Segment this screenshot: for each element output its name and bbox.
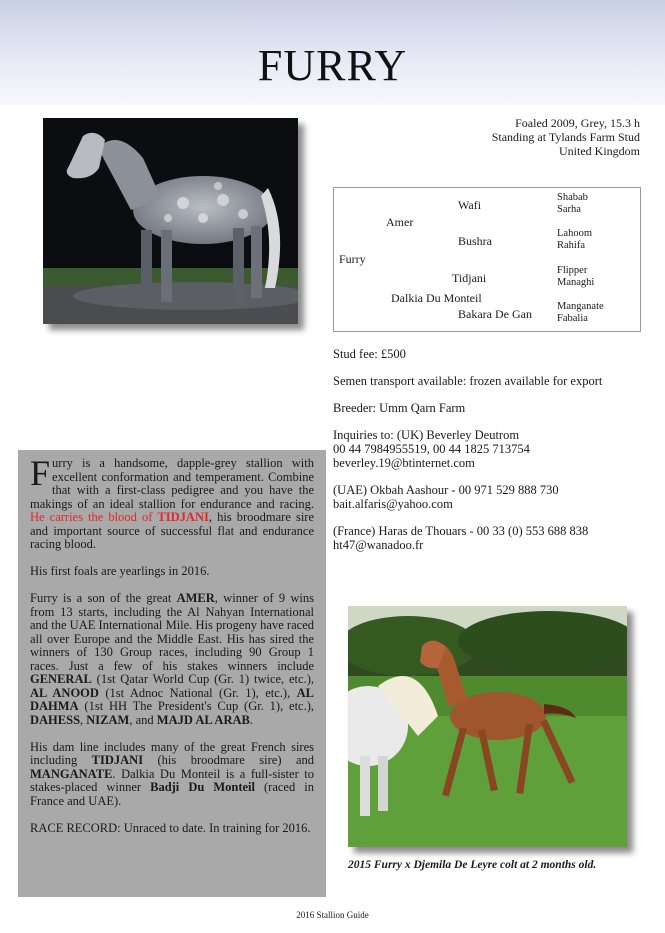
france-email[interactable]: ht47@wanadoo.fr [333, 538, 424, 552]
pedigree-ggp: Flipper [557, 265, 588, 276]
pedigree-sire-dam: Bushra [458, 234, 492, 248]
page-title: FURRY [257, 41, 408, 90]
breeder: Breeder: Umm Qarn Farm [333, 401, 466, 415]
uk-contact: Inquiries to: (UK) Beverley Deutrom 00 44 7984955519, 00 44 1825 713754 beverley.19@btinternet.com [333, 428, 530, 470]
france-contact: (France) Haras de Thouars - 00 33 (0) 553 688 838 ht47@wanadoo.fr [333, 524, 589, 552]
uk-email[interactable]: beverley.19@btinternet.com [333, 456, 475, 470]
contact-column [333, 347, 633, 565]
pedigree-dam: Dalkia Du Monteil [391, 291, 482, 305]
page-footer: 2016 Stallion Guide [296, 910, 369, 920]
pedigree-ggp: Rahifa [557, 240, 585, 251]
pedigree-table [333, 187, 641, 332]
foal-photo [348, 606, 627, 847]
horse-info [492, 116, 640, 158]
pedigree-dam-sire: Tidjani [452, 271, 487, 285]
pedigree-sire: Amer [386, 215, 414, 229]
pedigree-dam-dam: Bakara De Gan [458, 307, 532, 321]
pedigree-ggp: Sarha [557, 204, 581, 215]
pedigree-ggp: Fabalia [557, 313, 588, 324]
race-record: RACE RECORD: Unraced to date. In training for 2016. [30, 820, 311, 835]
stallion-photo [43, 118, 298, 324]
semen-transport: Semen transport available: frozen available for export [333, 374, 603, 388]
pedigree-horse: Furry [339, 252, 366, 266]
uae-contact: (UAE) Okbah Aashour - 00 971 529 888 730 bait.alfaris@yahoo.com [333, 483, 559, 511]
pedigree-ggp: Lahoom [557, 228, 592, 239]
uae-email[interactable]: bait.alfaris@yahoo.com [333, 497, 453, 511]
stud-fee: Stud fee: £500 [333, 347, 406, 361]
description-paragraph: His first foals are yearlings in 2016. [30, 564, 210, 578]
description-paragraph: His dam line includes many of the great French sires including TIDJANI (his broodmare sire) and MANGANATE. Dalkia Du Monteil is a full-sister to stakes-placed winner Badji Du Monteil (raced in France and UAE). [30, 739, 315, 808]
foaled-line: Foaled 2009, Grey, 15.3 h [515, 116, 640, 130]
pedigree-ggp: Managhi [557, 277, 595, 288]
pedigree-ggp: Manganate [557, 301, 604, 312]
drop-cap: F [30, 453, 51, 493]
description-text [30, 453, 315, 849]
description-paragraph: Furry is a son of the great AMER, winner of 9 wins from 13 starts, including the Al Nahyan International and the UAE International Mile. His progeny have raced all over Europe and the Middle East. His has sired the winners of 130 Group races, including 90 Group 1 races. Just a few of his stakes winners include GENERAL (1st Qatar World Cup (Gr. 1) twice, etc.), AL ANOOD (1st Adnoc National (Gr. 1), etc.), AL DAHMA (1st HH The President's Cup (Gr. 1), etc.), DAHESS, NIZAM, and MAJD AL ARAB. [30, 591, 314, 727]
pedigree-ggp: Shabab [557, 192, 588, 203]
standing-line: Standing at Tylands Farm Stud [491, 130, 640, 144]
description-paragraph: Furry is a handsome, dapple-grey stallion with excellent conformation and temperament. Combine that with a first-class pedigree and you have the makings of an ideal stallion for endurance and racing. He carries the blood of TIDJANI, his broodmare sire and important source of successful flat and endurance racing blood. [30, 453, 315, 551]
pedigree-sire-sire: Wafi [458, 198, 482, 212]
country-line: United Kingdom [559, 144, 640, 158]
foal-caption: 2015 Furry x Djemila De Leyre colt at 2 months old. [348, 859, 597, 871]
